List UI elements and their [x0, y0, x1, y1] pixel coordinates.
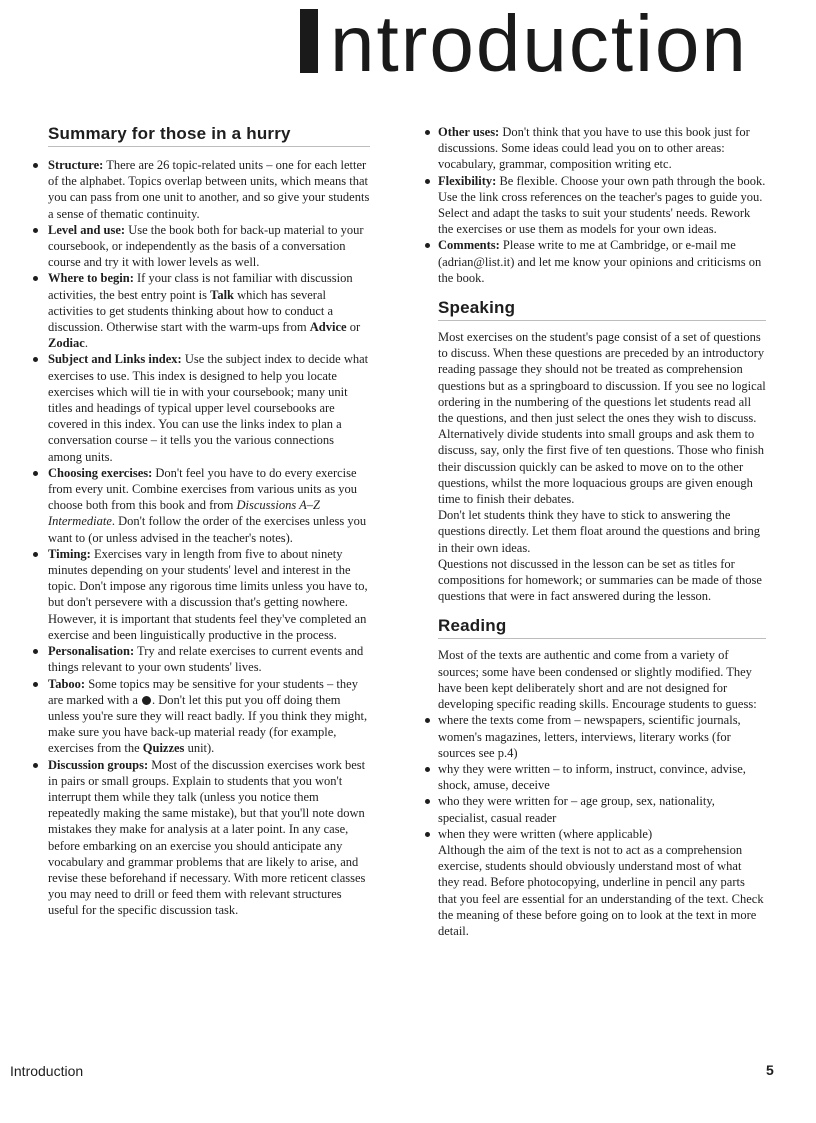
speaking-heading: Speaking	[438, 298, 766, 321]
item-lead: Timing:	[48, 546, 91, 561]
list-item	[30, 465, 370, 546]
item-lead: Flexibility:	[438, 173, 497, 188]
list-item: who they were written for – age group, sex, nationality, specialist, casual reader	[426, 793, 766, 825]
item-text: There are 26 topic-related units – one for each letter of the alphabet. Topics overlap between units, which means that you can pass from one unit to another, and so give your students a sense of thematic continuity.	[48, 158, 370, 221]
item-lead: Discussion groups:	[48, 757, 149, 772]
item-lead: Personalisation:	[48, 644, 135, 659]
taboo-icon	[142, 696, 151, 705]
item-lead: Other uses:	[438, 125, 500, 139]
title-initial-bar	[300, 9, 318, 73]
speaking-paragraph: Don't let students think they have to stick to answering the questions directly. Let them float around the questions and bring in their own ideas.	[438, 508, 761, 555]
unit-reference: Quizzes	[142, 741, 185, 756]
list-item: when they were written (where applicable)	[426, 826, 766, 842]
summary-heading: Summary for those in a hurry	[48, 124, 370, 147]
unit-reference: Talk	[210, 287, 234, 302]
item-text: or	[346, 320, 361, 335]
list-item: why they were written – to inform, instruct, convince, advise, shock, amuse, deceive	[426, 761, 766, 793]
summary-list-continued	[426, 124, 766, 286]
speaking-paragraph: Most exercises on the student's page consist of a set of questions to discuss. When these questions are preceded by an introductory reading passage they should not be treated as comprehension questions but as a springboard to discussion. If you see no logical ordering in the numbering of the questions let students read all the questions, and then just select the ones they wish to discuss. Alternatively divide students into small groups and ask them to discuss, say, only the first five of ten questions. Those who finish their discussion quickly can be asked to move on to the other questions, whilst the more loquacious groups are given enough time to finish their debates.	[438, 330, 766, 507]
page-number: 5	[766, 1062, 774, 1078]
item-text: Don't feel you have to do every exercise from every unit. Combine exercises from various units as you choose both from this book and from	[48, 465, 357, 513]
list-item	[30, 676, 370, 757]
speaking-paragraph: Questions not discussed in the lesson can be set as titles for compositions for homework; or summaries can be made of those questions that were in fact answered during the lesson.	[438, 556, 762, 604]
book-title: Discussions A–Z Intermediate	[48, 498, 320, 529]
item-text: If your class is not familiar with discussion activities, the best entry point is	[48, 271, 353, 302]
item-text: .	[84, 336, 88, 351]
item-text: . Don't let this put you off doing them unless you're sure they will react badly. If you think they might, make sure you have back-up material ready (for example, exercises from the	[48, 692, 368, 756]
list-item	[30, 643, 370, 675]
item-text: Try and relate exercises to current events and things relevant to your own students' lives.	[48, 644, 364, 675]
title-text: ntroduction	[330, 0, 748, 88]
list-item	[30, 222, 370, 271]
item-text: Exercises vary in length from five to about ninety minutes depending on your students' level and interest in the topic. Don't impose any rigorous time limits unless you have to, but don't persevere with a discussion that's getting nowhere. However, it is important that students feel they've completed an exercise and been linguistically productive in the process.	[48, 546, 368, 642]
footer-section-label: Introduction	[10, 1063, 84, 1079]
list-item	[30, 270, 370, 351]
item-text: Use the subject index to decide what exercises to use. This index is designed to help you locate exercises which will tie in with your coursebook; many unit titles and headings of typical upper level coursebooks are covered in this index. You can use the links index to plan a conversation course – it tells you the various connections among units.	[48, 352, 369, 464]
list-item	[30, 351, 370, 464]
list-item: where the texts come from – newspapers, scientific journals, women's magazines, letters, interviews, literary works (for sources see p.4)	[426, 712, 766, 761]
list-item	[30, 157, 370, 222]
list-item	[30, 757, 370, 919]
item-text: . Don't follow the order of the exercises unless you want to (or unless advised in the teacher's notes).	[48, 514, 367, 545]
page-title	[300, 0, 748, 88]
item-text: Most of the discussion exercises work best in pairs or small groups. Explain to students that you won't interrupt them while they talk (unless you notice them repeatedly making the same mistake), but that you'll note down mistakes they make for analysis at a later point. In any case, before embarking on an exercise you should anticipate any vocabulary and grammar problems that are likely to arise, and revise these beforehand if necessary. With more reticent classes you may need to drill or feed them with relevant structures useful for the specific discussion task.	[48, 757, 366, 918]
reading-list	[426, 712, 766, 842]
item-lead: Subject and Links index:	[48, 352, 182, 367]
unit-reference: Advice	[309, 320, 347, 335]
summary-list	[30, 157, 370, 919]
item-lead: Where to begin:	[48, 271, 134, 286]
left-column	[30, 124, 370, 919]
item-text: Be flexible. Choose your own path through the book. Use the link cross references on the teacher's pages to guide you. Select and adapt the tasks to suit your students' needs. Rework the exercises or use them as models for your own ideas.	[438, 173, 766, 237]
reading-heading: Reading	[438, 616, 766, 639]
right-column	[426, 124, 766, 939]
list-item	[426, 237, 766, 286]
item-lead: Taboo:	[48, 676, 86, 691]
item-text: which has several activities to get students thinking about how to conduct a discussion. Otherwise start with the warm-ups from	[48, 287, 334, 335]
item-lead: Structure:	[48, 158, 104, 172]
item-text: unit).	[184, 741, 215, 756]
list-item	[426, 124, 766, 173]
item-lead: Choosing exercises:	[48, 465, 153, 480]
unit-reference: Zodiac	[48, 336, 85, 351]
reading-paragraph: Most of the texts are authentic and come from a variety of sources; some have been condensed or slightly modified. They have been kept deliberately short and are not designed for developing specific reading skills. Encourage students to guess:	[438, 648, 757, 712]
item-lead: Level and use:	[48, 222, 126, 237]
reading-paragraph: Although the aim of the text is not to act as a comprehension exercise, students should obviously understand most of what they read. Before photocopying, underline in pencil any parts that you feel are essential for an understanding of the text. Check the meaning of these before going on to look at the text in more detail.	[438, 842, 764, 938]
list-item	[426, 173, 766, 238]
item-text: Don't think that you have to use this book just for discussions. Some ideas could lead you on to other areas: vocabulary, grammar, composition writing etc.	[438, 125, 750, 172]
list-item	[30, 546, 370, 643]
item-lead: Comments:	[438, 238, 500, 253]
item-text: Use the book both for back-up material to your coursebook, or independently as the basis of a conversation course and try it with lower levels as well.	[48, 222, 364, 270]
item-text: Some topics may be sensitive for your students – they are marked with a	[48, 676, 358, 707]
item-text: Please write to me at Cambridge, or e-mail me (adrian@list.it) and let me know your opinions and criticisms on the book.	[438, 238, 762, 285]
